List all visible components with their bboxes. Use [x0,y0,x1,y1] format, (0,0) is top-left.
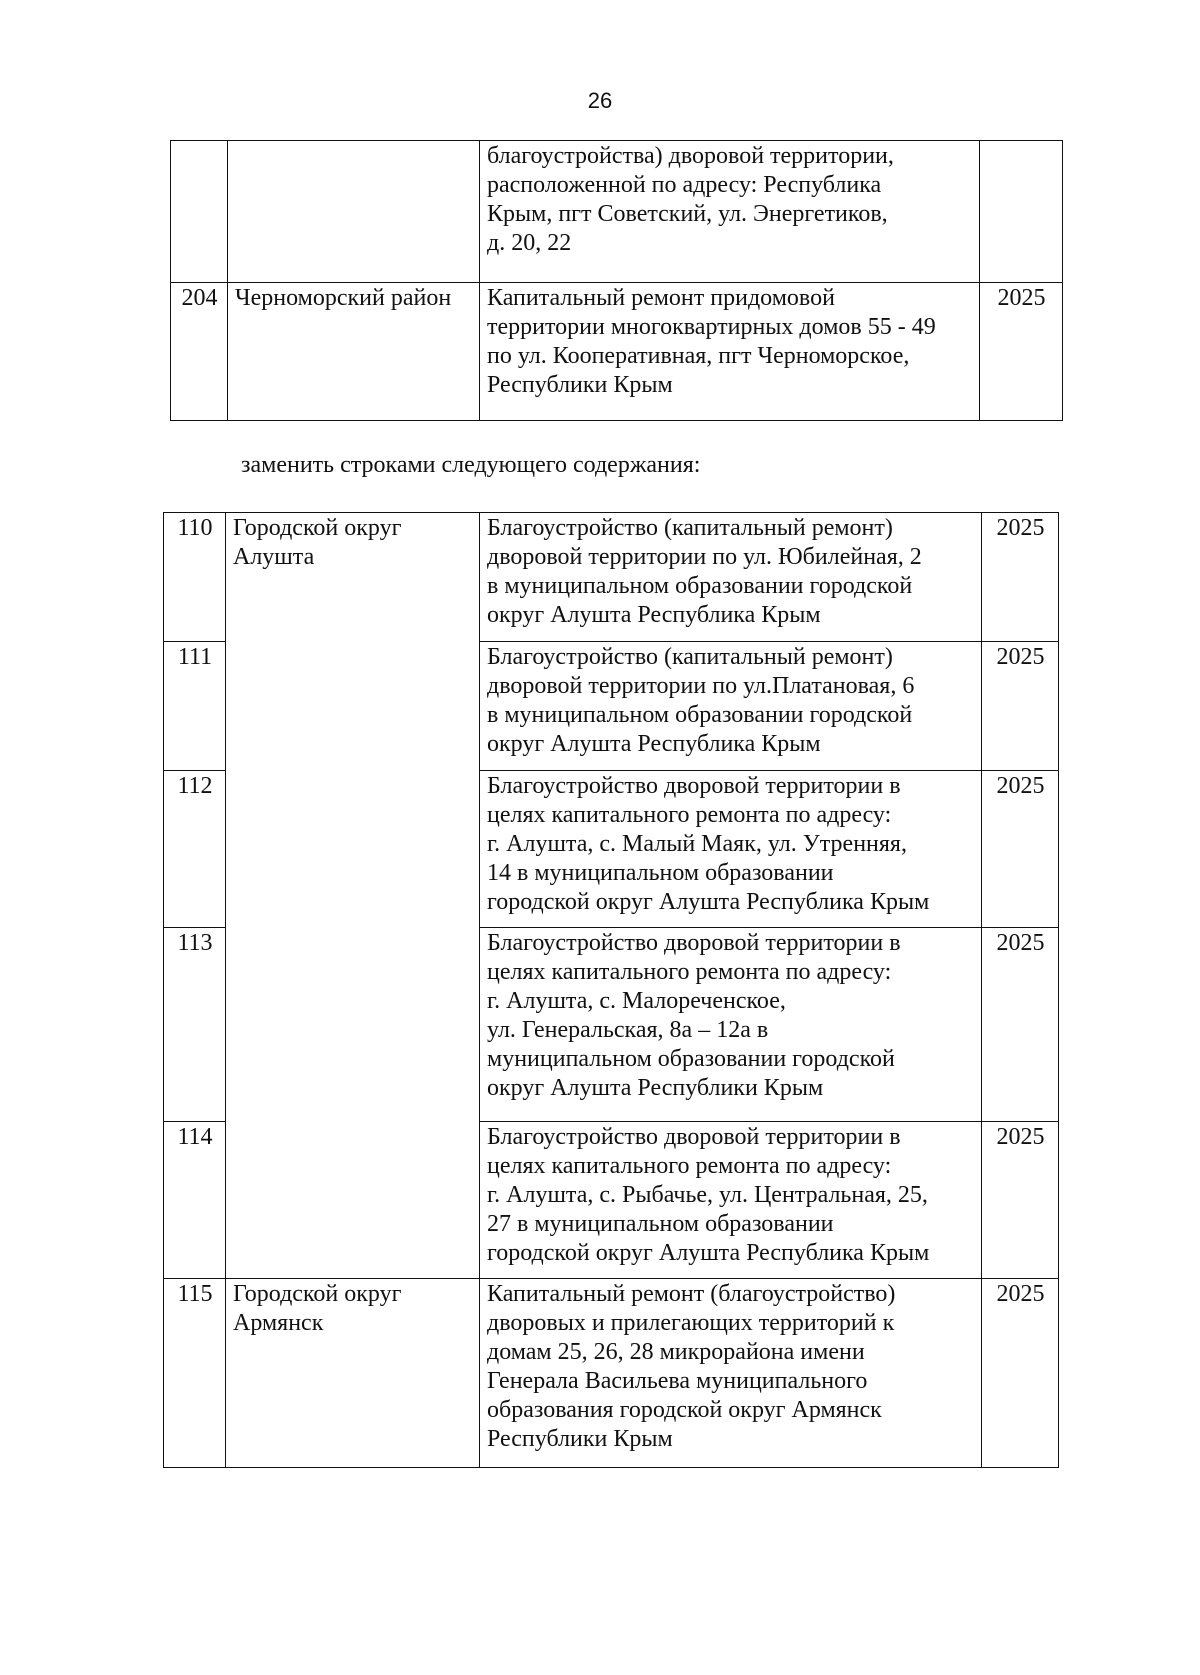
page-number: 26 [587,88,613,113]
row-number: 113 [164,928,226,1122]
district-cell: Городской округ Армянск [226,1279,480,1468]
intro-text: заменить строками следующего содержания: [241,452,701,478]
table-row [164,513,1059,642]
table-previous-rows [170,140,1063,421]
row-number: 114 [164,1122,226,1279]
table-replacement-rows [163,512,1059,1468]
table-row [164,1279,1059,1468]
year-cell: 2025 [982,642,1059,771]
year-cell: 2025 [982,771,1059,928]
description-cell: Благоустройство дворовой территории в целях капитального ремонта по адресу: г. Алушта, с. Малореченское, ул. Генеральская, 8а – 12а в муниципальном образовании городской округ Алушта Республики Крым [480,928,982,1122]
year-cell: 2025 [982,1279,1059,1468]
year-cell [980,141,1063,283]
row-number: 204 [171,283,228,421]
year-cell: 2025 [982,513,1059,642]
description-cell: Благоустройство дворовой территории в целях капитального ремонта по адресу: г. Алушта, с. Рыбачье, ул. Центральная, 25, 27 в муниципальном образовании городской округ Алушта Республика Крым [480,1122,982,1279]
row-number: 112 [164,771,226,928]
description-cell: Благоустройство (капитальный ремонт) дворовой территории по ул.Платановая, 6 в муниципальном образовании городской округ Алушта Республика Крым [480,642,982,771]
year-cell: 2025 [982,1122,1059,1279]
description-cell: благоустройства) дворовой территории, расположенной по адресу: Республика Крым, пгт Советский, ул. Энергетиков, д. 20, 22 [480,141,980,283]
row-number: 115 [164,1279,226,1468]
row-number: 110 [164,513,226,642]
year-cell: 2025 [982,928,1059,1122]
description-cell: Капитальный ремонт (благоустройство) дворовых и прилегающих территорий к домам 25, 26, 28 микрорайона имени Генерала Васильева муниципального образования городской округ Армянск Республики Крым [480,1279,982,1468]
year-cell: 2025 [980,283,1063,421]
description-cell: Благоустройство (капитальный ремонт) дворовой территории по ул. Юбилейная, 2 в муниципальном образовании городской округ Алушта Республика Крым [480,513,982,642]
district-cell [228,141,480,283]
district-cell: Черноморский район [228,283,480,421]
description-cell: Благоустройство дворовой территории в целях капитального ремонта по адресу: г. Алушта, с. Малый Маяк, ул. Утренняя, 14 в муниципальном образовании городской округ Алушта Республика Крым [480,771,982,928]
row-number [171,141,228,283]
row-number: 111 [164,642,226,771]
description-cell: Капитальный ремонт придомовой территории многоквартирных домов 55 - 49 по ул. Кооперативная, пгт Черноморское, Республики Крым [480,283,980,421]
district-cell: Городской округ Алушта [226,513,480,1279]
table-row [171,141,1063,283]
table-row [171,283,1063,421]
